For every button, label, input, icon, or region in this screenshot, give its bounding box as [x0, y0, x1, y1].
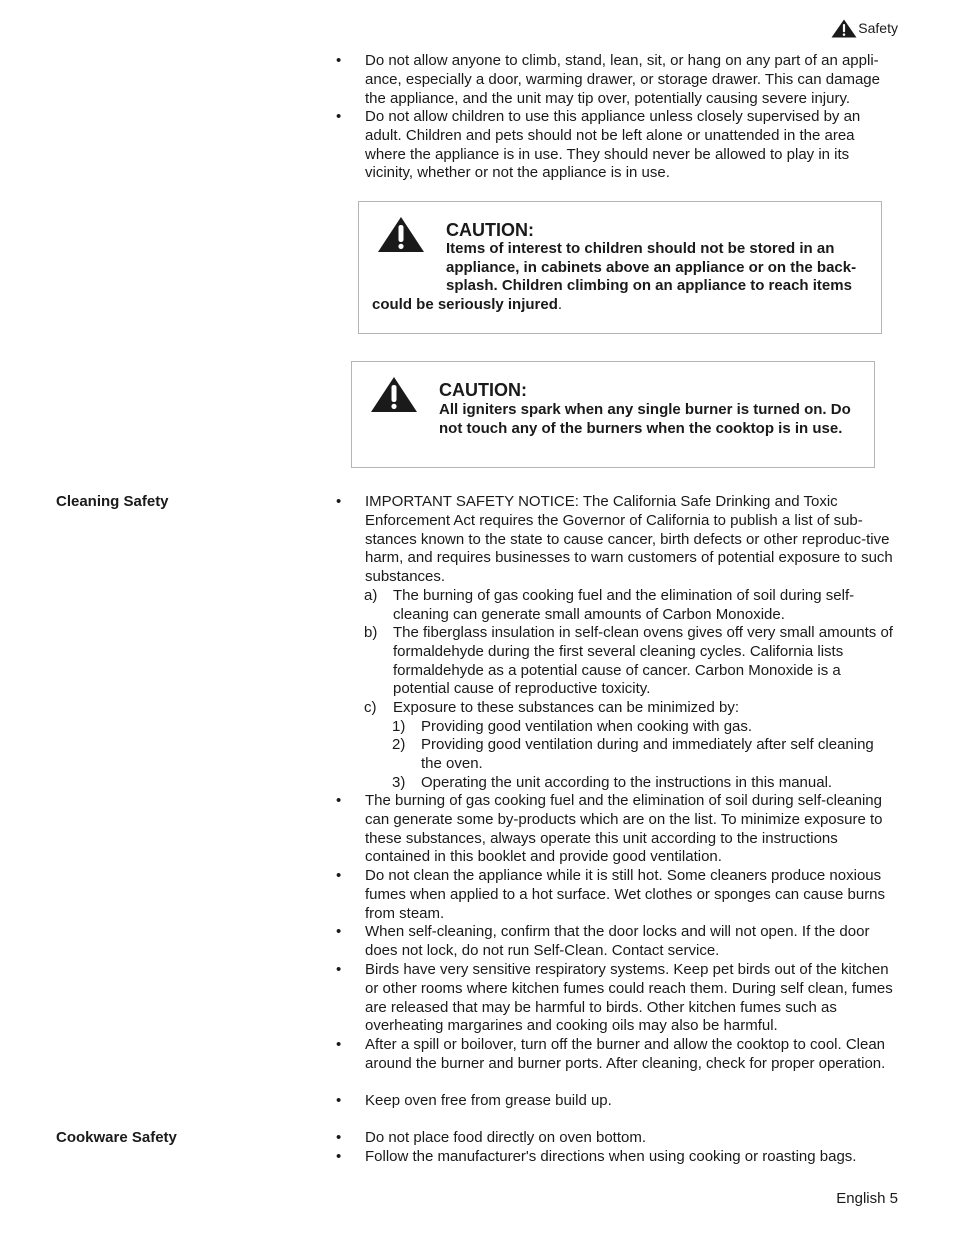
bullet: •: [336, 1036, 342, 1053]
bullet-text: After a spill or boilover, turn off the burner and allow the cooktop to cool. Clean around the burner and burner ports. After cleaning, check for proper operation.: [365, 1036, 886, 1072]
list-item: [336, 493, 898, 587]
section-title: Safety: [858, 20, 898, 37]
caution-title: CAUTION:: [439, 380, 527, 400]
page-number: English 5: [836, 1190, 898, 1207]
bullet: •: [336, 493, 342, 510]
caution-box: [351, 361, 875, 468]
numbered-item: [392, 736, 898, 774]
numbered-item-text: Operating the unit according to the instructions in this manual.: [421, 774, 833, 791]
caution-line: appliance, in cabinets above an appliance or on the back-: [446, 259, 857, 276]
bullet-text: Keep oven free from grease build up.: [365, 1092, 612, 1109]
sub-item-text: The burning of gas cooking fuel and the elimination of soil during self-cleaning can generate small amounts of Carbon Monoxide.: [393, 587, 855, 623]
caution-tail: .: [557, 296, 563, 313]
list-item: [336, 108, 898, 183]
caution-line: splash. Children climbing on an appliance to reach items: [446, 277, 852, 294]
list-item: [336, 923, 898, 961]
list-item: [336, 52, 898, 108]
section-heading: Cookware Safety: [56, 1129, 177, 1146]
bullet-text: Do not place food directly on oven bottom.: [365, 1129, 647, 1146]
bullet: •: [336, 923, 342, 940]
list-item: [336, 961, 898, 1036]
caution-line: [372, 296, 862, 315]
bullet-text: The burning of gas cooking fuel and the elimination of soil during self-cleaning can generate some by-products which are on the list. To minimize exposure to these substances, always operate this unit according to the instructions contained in this booklet and provide good ventilation.: [365, 792, 883, 866]
caution-line: Items of interest to children should not be stored in an: [446, 240, 835, 257]
warning-triangle-icon: [377, 216, 425, 253]
caution-emphasis: could be seriously injured: [372, 296, 558, 313]
bullet-text: Do not clean the appliance while it is still hot. Some cleaners produce noxious fumes when applied to a hot surface. Wet clothes or sponges can cause burns from steam.: [365, 867, 886, 922]
bullet-text: Do not allow anyone to climb, stand, lean, sit, or hang on any part of an appli-ance, especially a door, warming drawer, or storage drawer. This can damage the appliance, and the unit may tip over, potentially causing severe injury.: [365, 52, 880, 107]
sub-item-text: The fiberglass insulation in self-clean ovens gives off very small amounts of formaldehyde during the first several cleaning cycles. California lists formaldehyde as a potential cause of cancer. Carbon Monoxide is a potential cause of reproductive toxicity.: [393, 624, 893, 698]
bullet: •: [336, 1129, 342, 1146]
page-header: [831, 19, 898, 38]
numbered-item-text: Providing good ventilation when cooking with gas.: [421, 718, 753, 735]
bullet: •: [336, 792, 342, 809]
bullet: •: [336, 867, 342, 884]
bullet: •: [336, 52, 342, 69]
sub-item: [364, 699, 898, 718]
list-item: [336, 1092, 898, 1111]
sub-item: [364, 587, 898, 625]
sub-item-label: b): [364, 624, 378, 641]
list-item: [336, 1036, 898, 1074]
caution-line: not touch any of the burners when the cooktop is in use.: [439, 420, 843, 437]
sub-item: [364, 624, 898, 699]
bullet-text: Do not allow children to use this appliance unless closely supervised by an adult. Children and pets should not be left alone or unattended in the area where the appliance is in use. They should never be allowed to play in its vicinity, whether or not the appliance is in use.: [365, 108, 861, 182]
list-item: [336, 867, 898, 923]
caution-box: [358, 201, 882, 334]
sub-item-label: c): [364, 699, 377, 716]
sub-item-label: a): [364, 587, 378, 604]
sub-item-text: Exposure to these substances can be minimized by:: [393, 699, 740, 716]
numbered-item-label: 2): [392, 736, 406, 753]
caution-line: All igniters spark when any single burner is turned on. Do: [439, 401, 851, 418]
numbered-item-label: 3): [392, 774, 406, 791]
bullet: •: [336, 1092, 342, 1109]
bullet: •: [336, 961, 342, 978]
list-item: [336, 1129, 898, 1148]
list-item: [336, 792, 898, 867]
numbered-item: [392, 774, 898, 793]
bullet-text: Follow the manufacturer's directions when using cooking or roasting bags.: [365, 1148, 857, 1165]
bullet-text: When self-cleaning, confirm that the door locks and will not open. If the door does not lock, do not run Self-Clean. Contact service.: [365, 923, 870, 959]
section-heading: Cleaning Safety: [56, 493, 169, 510]
warning-triangle-icon: [831, 19, 857, 38]
bullet: •: [336, 1148, 342, 1165]
bullet: •: [336, 108, 342, 125]
warning-triangle-icon: [370, 376, 418, 413]
numbered-item-text: Providing good ventilation during and immediately after self cleaning the oven.: [421, 736, 874, 772]
numbered-item-label: 1): [392, 718, 406, 735]
bullet-text: Birds have very sensitive respiratory systems. Keep pet birds out of the kitchen or other rooms where kitchen fumes could reach them. During self clean, fumes are released that may be harmful to birds. Other kitchen fumes such as overheating margarines and cooking oils may also be harmful.: [365, 961, 893, 1035]
list-item: [336, 1148, 898, 1167]
numbered-item: [392, 718, 898, 737]
caution-title: CAUTION:: [446, 220, 534, 240]
bullet-text: IMPORTANT SAFETY NOTICE: The California Safe Drinking and Toxic Enforcement Act requires the Governor of California to publish a list of sub-stances known to the state to cause cancer, birth defects or other reproduc-tive harm, and requires businesses to warn customers of potential exposure to such substances.: [365, 493, 893, 586]
